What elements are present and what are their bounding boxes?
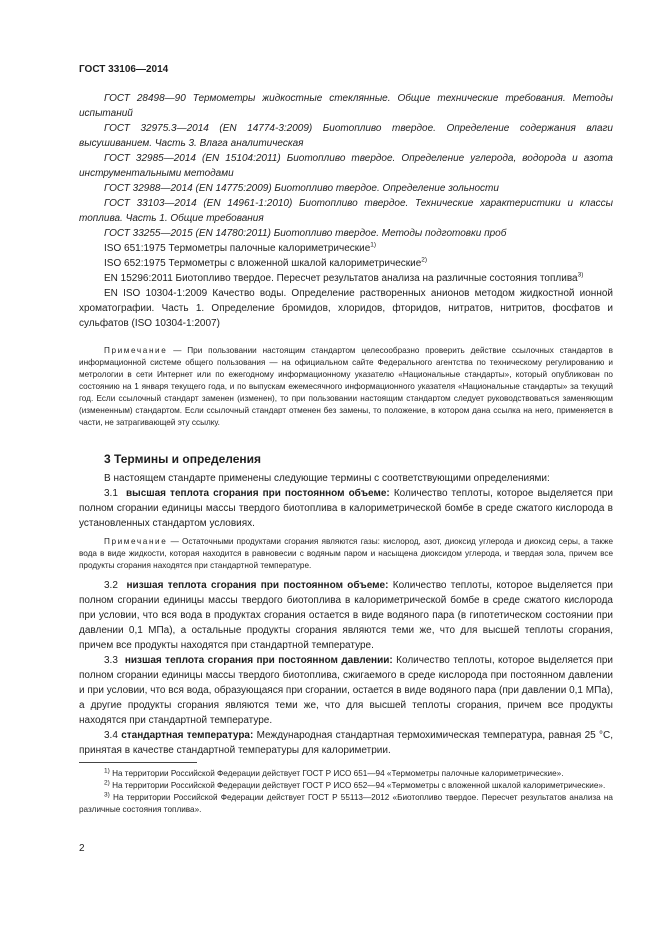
footnote-divider — [79, 762, 197, 763]
references-list — [79, 91, 613, 331]
reference-item: ГОСТ 32988—2014 (EN 14775:2009) Биотопливо твердое. Определение зольности — [104, 183, 499, 194]
reference-item: ISO 651:1975 Термометры палочные калориметрические$^{1)}$ — [104, 241, 377, 254]
intro-paragraph: В настоящем стандарте применены следующие термины с соответствующими определениями: — [104, 473, 550, 484]
footnote: $^{2)}$ На территории Российской Федерации действует ГОСТ Р ИСО 652—94 «Термометры с вложенной шкалой калориметрические». — [104, 779, 606, 790]
note-label: Примечание — [104, 537, 168, 546]
note-paragraph: Примечание — При пользовании настоящим стандартом целесообразно проверить действие ссылочных стандартов в информационной системе общего пользования — на официальном сайте Федерального агентства по техническому регулированию и метрологии в сети Интернет или по ежегодному информационному указателю «Национальные стандарты», который опубликован по состоянию на 1 января текущего года, и по выпускам ежемесячного информационного указателя «Национальные стандарты» за текущий год. Если ссылочный стандарт заменен (изменен), то при пользовании настоящим стандартом следует руководствоваться заменяющим (измененным) стандартом. Если ссылочный стандарт отменен без замены, то положение, в котором дана ссылка на него, применяется в части, не затрагивающей эту ссылку. — [79, 346, 613, 427]
term-name: высшая теплота сгорания при постоянном объеме: — [126, 488, 390, 499]
term-name: низшая теплота сгорания при постоянном объеме: — [126, 580, 389, 591]
standard-header: ГОСТ 33106—2014 — [79, 64, 169, 75]
reference-item: ГОСТ 32985—2014 (EN 15104:2011) Биотопливо твердое. Определение углерода, водорода и азота инструментальными методами — [79, 153, 613, 179]
term-3-4: 3.4 стандартная температура: Международная стандартная термохимическая температура, равная 25 °С, принятая в качестве стандартной температуры для калориметрии. — [79, 730, 614, 756]
term-3-3: 3.3 низшая теплота сгорания при постоянном давлении: Количество теплоты, которое выделяется при полном сгорании единицы массы твердого биотоплива, сжигаемого в среде кислорода при постоянном давлении и при условии, что вся вода, образующаяся при сгорании, остается в виде водяного пара (при давлении 0,1 МПа), а другие продукты сгорания являются теми же, что для высшей теплоты сгорания, причем все продукты находятся при стандартной температуре. — [79, 655, 614, 726]
footnote-mark: 3) — [577, 271, 584, 279]
footnote: $^{1)}$ На территории Российской Федерации действует ГОСТ Р ИСО 651—94 «Термометры палочные калориметрические». — [104, 767, 564, 778]
reference-item: ГОСТ 28498—90 Термометры жидкостные стеклянные. Общие технические требования. Методы испытаний — [79, 93, 613, 119]
reference-item: EN 15296:2011 Биотопливо твердое. Пересчет результатов анализа на различные состояния топлива$^{3)}$ — [104, 271, 584, 284]
term-name: низшая теплота сгорания при постоянном давлении: — [124, 655, 393, 666]
reference-item: EN ISO 10304-1:2009 Качество воды. Определение растворенных анионов методом жидкостной ионной хроматографии. Часть 1. Определение бромидов, хлоридов, фторидов, нитратов, нитритов, фосфатов и сульфатов (ISO 10304-1:2007) — [79, 288, 613, 329]
footnote-mark: 2) — [421, 256, 428, 264]
note-paragraph: Примечание — Остаточными продуктами сгорания являются газы: кислород, азот, диоксид углерода и диоксид серы, а также вода в виде жидкости, которая находится в равновесии с водяным паром и насыщена диоксидом углерода, и твердая зола, причем все продукты сгорания находятся при стандартной температуре. — [79, 537, 613, 570]
term-3-2: 3.2 низшая теплота сгорания при постоянном объеме: Количество теплоты, которое выделяется при полном сгорании единицы массы твердого биотоплива в калориметрической бомбе в среде сжатого кислорода при условии, что вся вода в продуктах сгорания остается в виде водяного пара (в гипотетическом состоянии при давлении 0,1 МПа), а остальные продукты сгорания являются теми же, что для высшей теплоты сгорания, причем все продукты находятся при стандартной температуре. — [79, 580, 613, 651]
note-label: Примечание — [104, 346, 168, 355]
reference-item: ГОСТ 32975.3—2014 (EN 14774-3:2009) Биотопливо твердое. Определение содержания влаги высушиванием. Часть 3. Влага аналитическая — [79, 123, 613, 149]
footnotes — [79, 768, 613, 816]
reference-item: ГОСТ 33103—2014 (EN 14961-1:2010) Биотопливо твердое. Технические характеристики и классы топлива. Часть 1. Общие требования — [79, 198, 613, 224]
definitions-block — [79, 471, 613, 758]
reference-item: ГОСТ 33255—2015 (EN 14780:2011) Биотопливо твердое. Методы подготовки проб — [104, 228, 507, 239]
footnote: $^{3)}$ На территории Российской Федерации действует ГОСТ Р 55113—2012 «Биотопливо твердое. Пересчет результатов анализа на различные состояния топлива». — [79, 791, 613, 814]
section-title: 3 Термины и определения — [104, 452, 262, 466]
note-block — [79, 345, 613, 429]
term-name: стандартная температура: — [121, 730, 254, 741]
reference-item: ISO 652:1975 Термометры с вложенной шкалой калориметрические$^{2)}$ — [104, 256, 428, 269]
page-number: 2 — [79, 843, 85, 854]
term-3-1: 3.1 высшая теплота сгорания при постоянном объеме: Количество теплоты, которое выделяется при полном сгорании единицы массы твердого биотоплива в калориметрической бомбе в среде сжатого кислорода в установленных стандартом условиях. — [79, 488, 614, 529]
footnote-mark: 1) — [370, 241, 377, 249]
